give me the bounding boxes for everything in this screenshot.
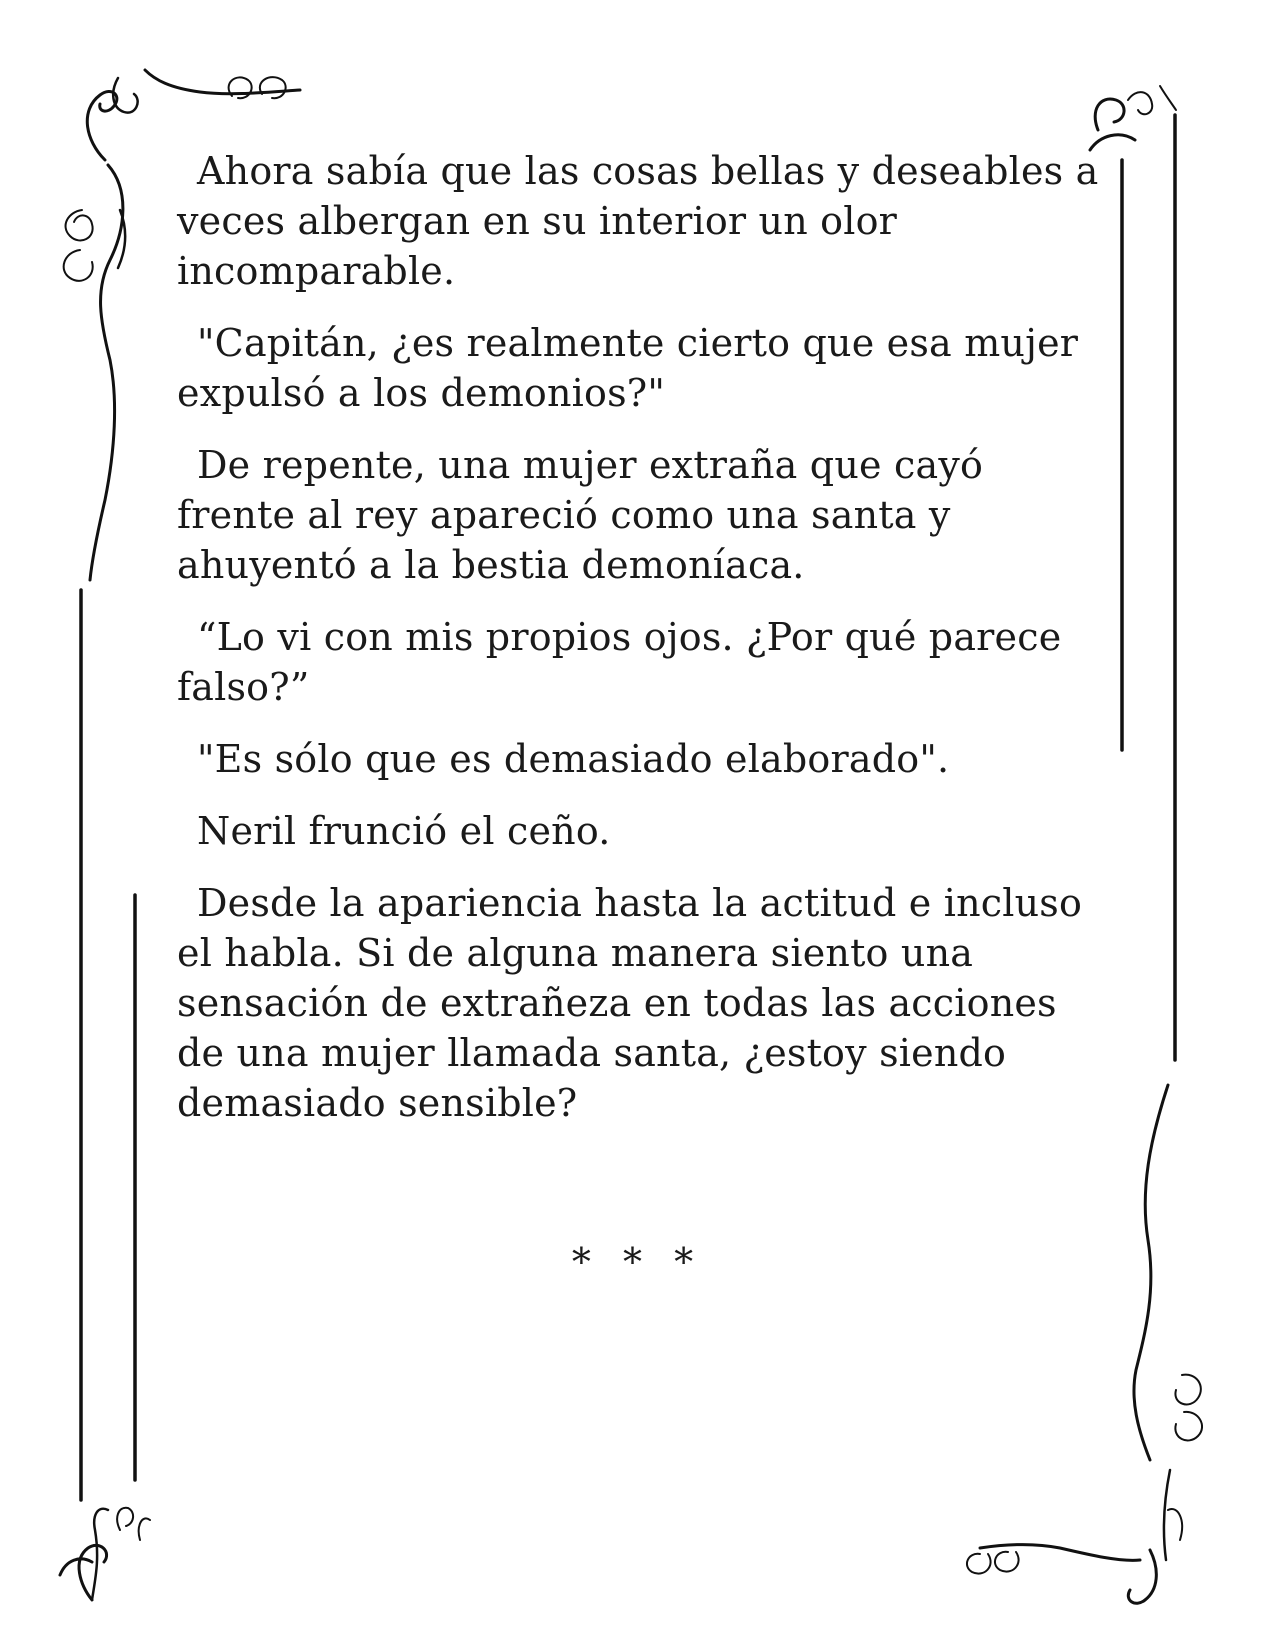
flourish-top-right-icon (1090, 86, 1176, 150)
paragraph: Desde la apariencia hasta la actitud e incluso el habla. Si de alguna manera siento una sensación de extrañeza en todas las acciones de una mujer llamada santa, ¿estoy siendo demasiado sensible? (177, 881, 1083, 1125)
story-text (177, 146, 1107, 1150)
paragraph: "Capitán, ¿es realmente cierto que esa mujer expulsó a los demonios?" (177, 321, 1079, 415)
paragraph: Ahora sabía que las cosas bellas y deseables a veces albergan en su interior un olor incomparable. (177, 149, 1099, 293)
section-separator: * * * (571, 1240, 704, 1284)
flourish-bottom-left-icon (60, 1508, 150, 1600)
flourish-bottom-right-icon (967, 1085, 1202, 1603)
paragraph: “Lo vi con mis propios ojos. ¿Por qué parece falso?” (177, 615, 1062, 709)
paragraph: Neril frunció el ceño. (197, 809, 611, 853)
paragraph: "Es sólo que es demasiado elaborado". (197, 737, 950, 781)
paragraph: De repente, una mujer extraña que cayó frente al rey apareció como una santa y ahuyentó a la bestia demoníaca. (177, 443, 984, 587)
